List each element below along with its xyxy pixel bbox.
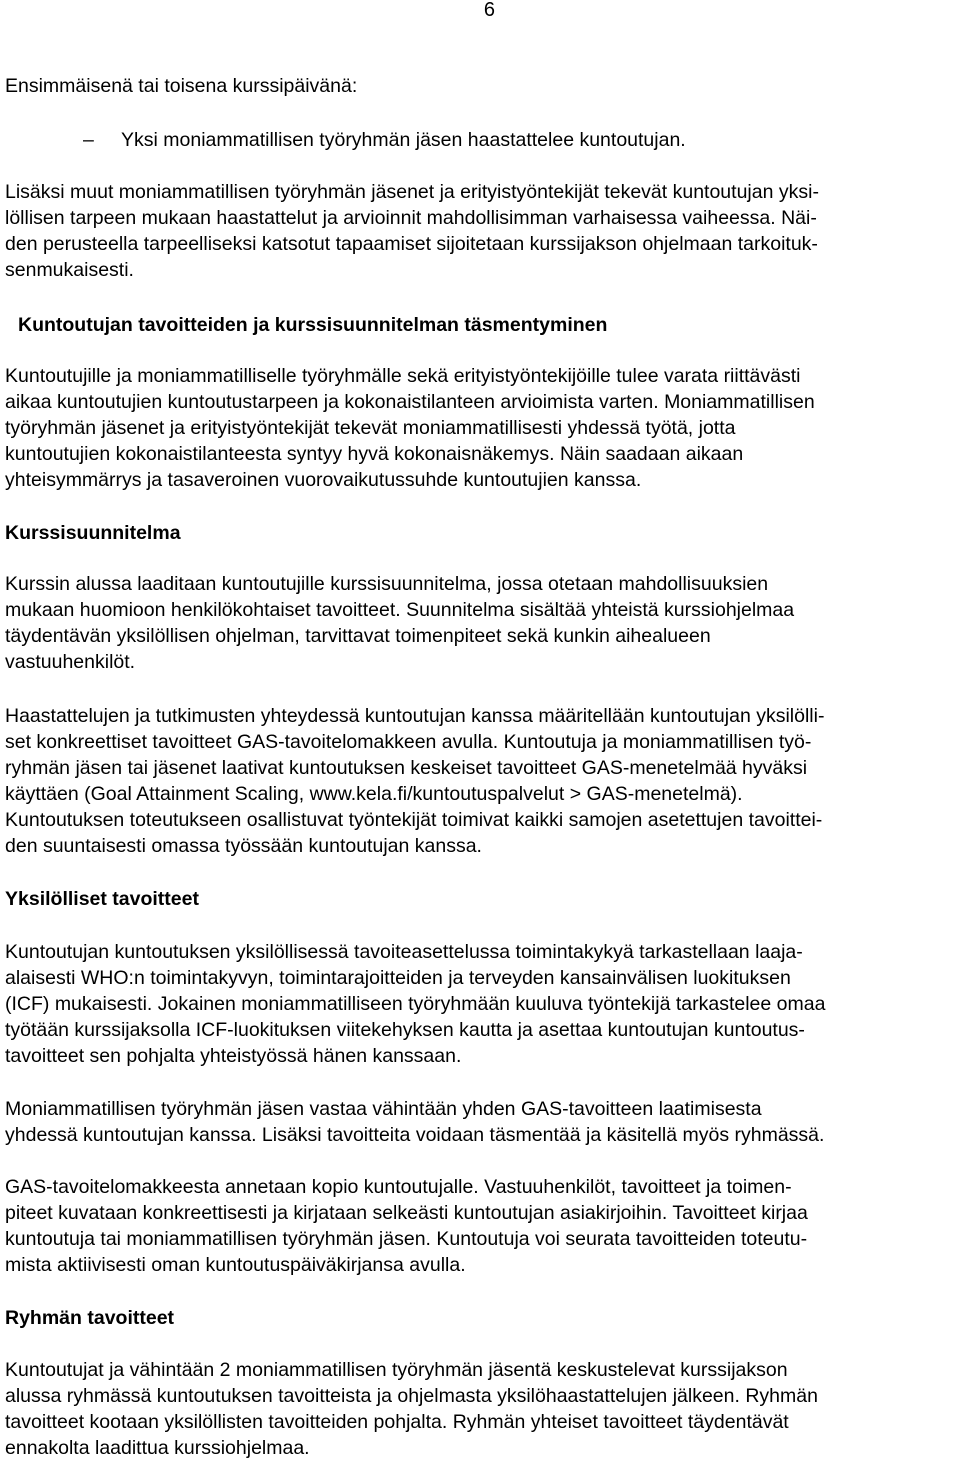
section3-paragraph3-line: piteet kuvataan konkreettisesti ja kirjataan selkeästi kuntoutujan asiakirjoihin. Tavoitteet kirjaa xyxy=(5,1202,808,1224)
section2-paragraph2-line: den suuntaisesti omassa työssään kuntoutujan kanssa. xyxy=(5,835,482,857)
section2-paragraph2-line: ryhmän jäsen tai jäsenet laativat kuntoutuksen keskeiset tavoitteet GAS-menetelmää hyväksi xyxy=(5,757,808,779)
section-heading-yksilolliset-tavoitteet: Yksilölliset tavoitteet xyxy=(5,888,199,910)
bullet-dash: – xyxy=(83,129,94,151)
section3-paragraph3-line: kuntoutuja tai moniammatillisen työryhmän jäsen. Kuntoutuja voi seurata tavoitteiden toteutu- xyxy=(5,1228,808,1250)
section3-paragraph1-line: alaisesti WHO:n toimintakyvyn, toimintarajoitteiden ja terveyden kansainvälisen luokituksen xyxy=(5,967,791,989)
section3-paragraph1-line: työtään kurssijaksolla ICF-luokituksen viitekehyksen kautta ja asettaa kuntoutujan kuntoutus- xyxy=(5,1019,805,1041)
section1-paragraph-line: Kuntoutujille ja moniammatilliselle työryhmälle sekä erityistyöntekijöille tulee varata riittävästi xyxy=(5,365,801,387)
section1-paragraph-line: työryhmän jäsenet ja erityistyöntekijät tekevät moniammatillisesti yhdessä työtä, jotta xyxy=(5,417,736,439)
section4-paragraph-line: alussa ryhmässä kuntoutuksen tavoitteista ja ohjelmasta yksilöhaastattelujen jälkeen. Ryhmän xyxy=(5,1385,818,1407)
section2-paragraph1-line: mukaan huomioon henkilökohtaiset tavoitteet. Suunnitelma sisältää yhteistä kurssiohjelmaa xyxy=(5,599,795,621)
section2-paragraph2-line: Haastattelujen ja tutkimusten yhteydessä kuntoutujan kanssa määritellään kuntoutujan yksilölli- xyxy=(5,705,825,727)
section2-paragraph2-line: set konkreettiset tavoitteet GAS-tavoitelomakkeen avulla. Kuntoutuja ja moniammatillisen työ- xyxy=(5,731,812,753)
section2-paragraph1-line: vastuuhenkilöt. xyxy=(5,651,136,673)
section3-paragraph1-line: (ICF) mukaisesti. Jokainen moniammatilliseen työryhmään kuuluva työntekijä tarkastelee omaa xyxy=(5,993,826,1015)
section1-paragraph-line: kuntoutujien kokonaistilanteesta syntyy hyvä kokonaisnäkemys. Näin saadaan aikaan xyxy=(5,443,744,465)
section4-paragraph-line: Kuntoutujat ja vähintään 2 moniammatillisen työryhmän jäsentä keskustelevat kurssijakson xyxy=(5,1359,788,1381)
page-number: 6 xyxy=(483,0,495,21)
section4-paragraph-line: ennakolta laadittua kurssiohjelmaa. xyxy=(5,1437,310,1459)
section-heading-tasmentyminen: Kuntoutujan tavoitteiden ja kurssisuunnitelman täsmentyminen xyxy=(18,314,608,336)
intro-paragraph-line: senmukaisesti. xyxy=(5,259,134,281)
section2-paragraph1-line: Kurssin alussa laaditaan kuntoutujille kurssisuunnitelma, jossa otetaan mahdollisuuksien xyxy=(5,573,769,595)
section-heading-kurssisuunnitelma: Kurssisuunnitelma xyxy=(5,522,181,544)
section2-paragraph2-line: käyttäen (Goal Attainment Scaling, www.kela.fi/kuntoutuspalvelut > GAS-menetelmä). xyxy=(5,783,743,805)
section3-paragraph1-line: tavoitteet sen pohjalta yhteistyössä hänen kanssaan. xyxy=(5,1045,462,1067)
section1-paragraph-line: yhteisymmärrys ja tasaveroinen vuorovaikutussuhde kuntoutujien kanssa. xyxy=(5,469,642,491)
bullet-item: Yksi moniammatillisen työryhmän jäsen haastattelee kuntoutujan. xyxy=(121,129,686,151)
intro-paragraph-line: löllisen tarpeen mukaan haastattelut ja arvioinnit mahdollisimman varhaisessa vaiheessa. Näi- xyxy=(5,207,817,229)
section4-paragraph-line: tavoitteet kootaan yksilöllisten tavoitteiden pohjalta. Ryhmän yhteiset tavoitteet täydentävät xyxy=(5,1411,789,1433)
section1-paragraph-line: aikaa kuntoutujien kuntoutustarpeen ja kokonaistilanteen arvioimista varten. Moniammatillisen xyxy=(5,391,815,413)
section3-paragraph1-line: Kuntoutujan kuntoutuksen yksilöllisessä tavoiteasettelussa toimintakykyä tarkastellaan laaja- xyxy=(5,941,803,963)
section3-paragraph3-line: GAS-tavoitelomakkeesta annetaan kopio kuntoutujalle. Vastuuhenkilöt, tavoitteet ja toimen- xyxy=(5,1176,792,1198)
section3-paragraph3-line: mista aktiivisesti oman kuntoutuspäiväkirjansa avulla. xyxy=(5,1254,466,1276)
section2-paragraph1-line: täydentävän yksilöllisen ohjelman, tarvittavat toimenpiteet sekä kunkin aihealueen xyxy=(5,625,711,647)
section-heading-ryhman-tavoitteet: Ryhmän tavoitteet xyxy=(5,1307,175,1329)
intro-heading: Ensimmäisenä tai toisena kurssipäivänä: xyxy=(5,75,358,97)
section2-paragraph2-line: Kuntoutuksen toteutukseen osallistuvat työntekijät toimivat kaikki samojen asetettujen tavoittei- xyxy=(5,809,823,831)
intro-paragraph-line: den perusteella tarpeelliseksi katsotut tapaamiset sijoitetaan kurssijakson ohjelmaan tarkoituk- xyxy=(5,233,818,255)
section3-paragraph2-line: Moniammatillisen työryhmän jäsen vastaa vähintään yhden GAS-tavoitteen laatimisesta xyxy=(5,1098,762,1120)
intro-paragraph-line: Lisäksi muut moniammatillisen työryhmän jäsenet ja erityistyöntekijät tekevät kuntoutujan yksi- xyxy=(5,181,819,203)
section3-paragraph2-line: yhdessä kuntoutujan kanssa. Lisäksi tavoitteita voidaan täsmentää ja käsitellä myös ryhmässä. xyxy=(5,1124,825,1146)
